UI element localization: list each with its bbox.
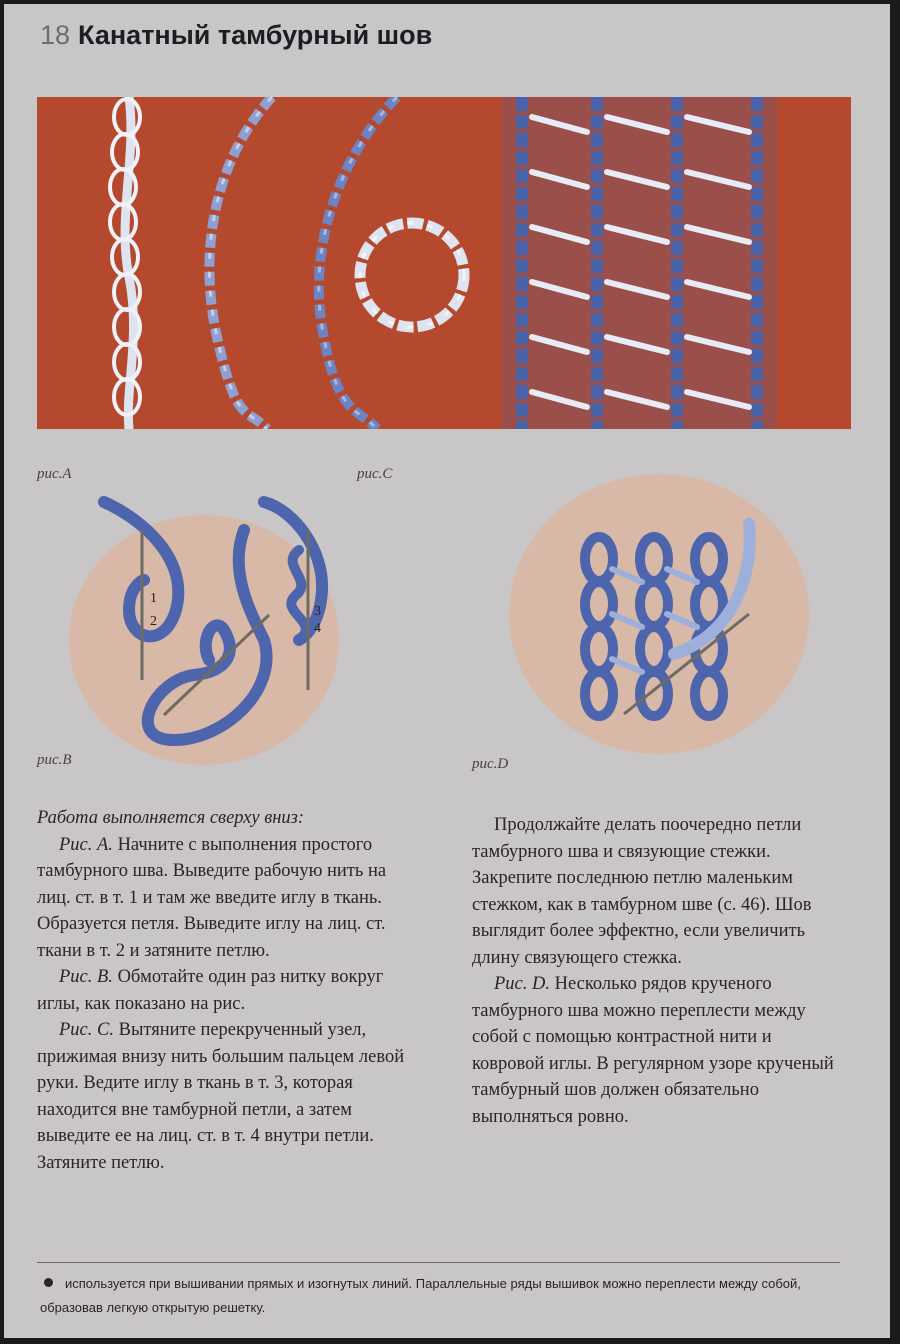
- figure-c-label: рис.С: [357, 466, 393, 482]
- footer-text: используется при вышивании прямых и изогнутых линий. Параллельные ряды вышивок можно переплести между собой, образовав легкую открытую решетку.: [40, 1276, 801, 1315]
- step-a-ref: Рис. А.: [59, 834, 113, 855]
- point-4-label: 4: [314, 621, 321, 636]
- page-title: [40, 20, 432, 51]
- embroidery-sample-photo: [37, 97, 851, 429]
- step-a-paragraph: [37, 832, 409, 965]
- step-c-paragraph: [37, 1017, 409, 1176]
- step-b-ref: Рис. В.: [59, 967, 113, 987]
- step-d-text: Несколько рядов крученого тамбурного шва можно переплести между собой с помощью контрастной нити и ковровой иглы. В регулярном узоре крученый тамбурный шов должен обязательно выполняться ровно.: [472, 974, 834, 1127]
- book-page: [4, 4, 890, 1338]
- figure-d-label: рис.D: [472, 756, 509, 772]
- step-b-paragraph: [37, 964, 409, 1017]
- figure-a-label: рис.А: [37, 466, 72, 482]
- lattice-illustration: [504, 464, 814, 764]
- step-c-ref: Рис. С.: [59, 1020, 114, 1040]
- bullet-icon: [44, 1278, 53, 1287]
- step-c-text: Вытяните перекрученный узел, прижимая внизу нить большим пальцем левой руки. Ведите иглу в ткань в т. 3, которая находится вне тамбурной петли, а затем выведите ее на лиц. ст. в т. 4 внутри петли. Затяните петлю.: [37, 1020, 405, 1173]
- figure-b-label: рис.В: [37, 752, 72, 768]
- continue-paragraph: Продолжайте делать поочередно петли тамбурного шва и связующие стежки. Закрепите последнюю петлю маленьким стежком, как в тамбурном шве (с. 46). Шов выглядит более эффектно, если увеличить длину связующего стежка.: [472, 815, 812, 968]
- footer-divider: [37, 1262, 840, 1263]
- left-column: [37, 805, 409, 1176]
- title-text: Канатный тамбурный шов: [78, 20, 433, 50]
- step-a-text: Начните с выполнения простого тамбурного шва. Выведите рабочую нить на лиц. ст. в т. 1 и там же введите иглу в ткань. Образуется петля. Выведите иглу на лиц. ст. ткани в т. 2 и затяните петлю.: [37, 834, 387, 961]
- step-b-text: Обмотайте один раз нитку вокруг иглы, как показано на рис.: [37, 967, 384, 1014]
- step-d-paragraph: [472, 971, 844, 1130]
- instructions-lead: Работа выполняется сверху вниз:: [37, 808, 305, 828]
- footer-note: [40, 1272, 852, 1320]
- page-number: 18: [40, 20, 71, 50]
- point-1-label: 1: [150, 591, 157, 606]
- point-3-label: 3: [314, 604, 321, 619]
- point-2-label: 2: [150, 614, 157, 629]
- step-d-ref: Рис. D.: [494, 974, 550, 994]
- stitch-steps-illustration: [64, 490, 344, 770]
- right-column: [472, 812, 844, 1130]
